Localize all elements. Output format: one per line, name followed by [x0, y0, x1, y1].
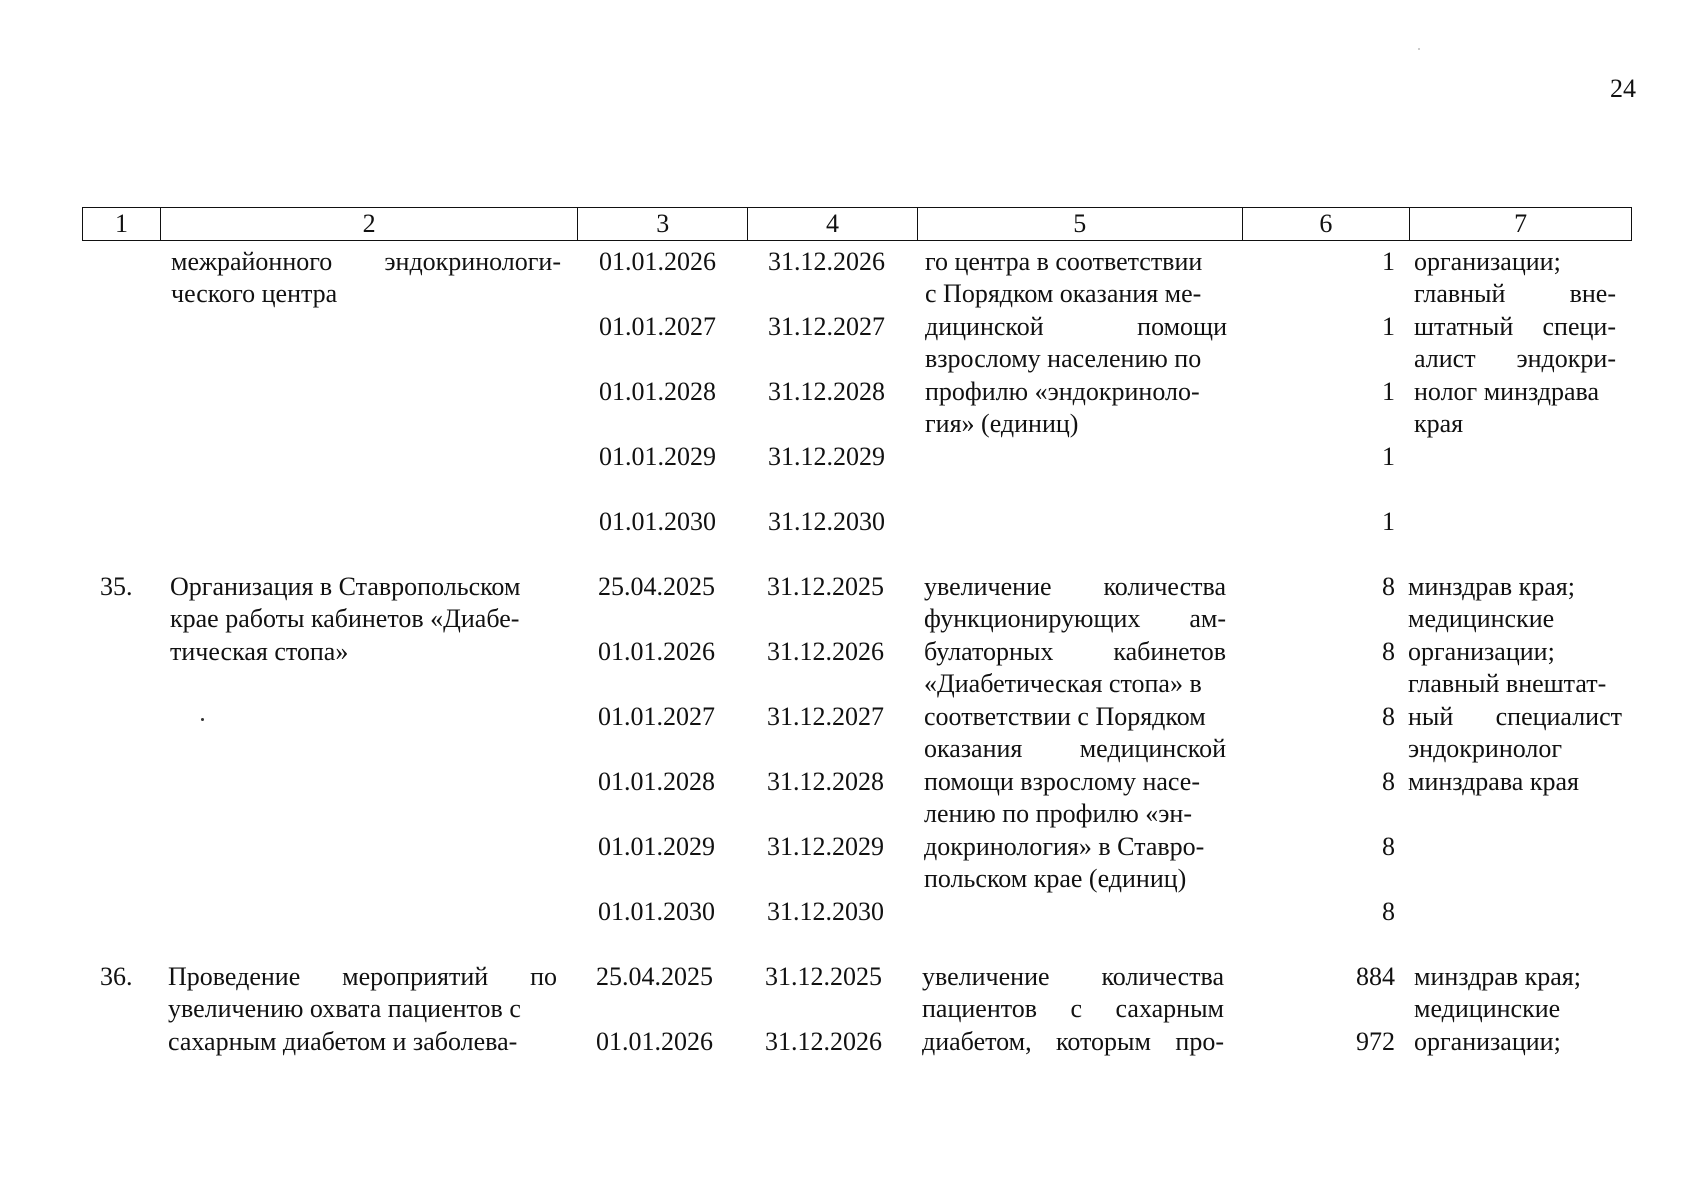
target-value: 1: [1382, 247, 1395, 276]
start-date: 01.01.2027: [598, 702, 715, 731]
activity-line: увеличению охвата пациентов с: [168, 994, 521, 1023]
start-date: 01.01.2028: [598, 767, 715, 796]
responsible-line: медицинские: [1408, 604, 1555, 633]
responsible-line: штатный специ-: [1414, 312, 1616, 341]
end-date: 31.12.2027: [768, 312, 885, 341]
end-date: 31.12.2028: [768, 377, 885, 406]
indicator-line: увеличение количества: [922, 962, 1224, 991]
header-cell-3: 3: [578, 208, 748, 240]
responsible-line: организации;: [1408, 637, 1555, 666]
indicator-line: лению по профилю «эн-: [924, 799, 1192, 828]
responsible-line: эндокринолог: [1408, 734, 1563, 763]
row-number: 36.: [100, 962, 133, 991]
target-value: 8: [1382, 897, 1395, 926]
activity-line: крае работы кабинетов «Диабе-: [170, 604, 520, 633]
scan-dot: [201, 718, 204, 721]
start-date: 01.01.2027: [599, 312, 716, 341]
target-value: 8: [1382, 767, 1395, 796]
target-value: 8: [1382, 572, 1395, 601]
end-date: 31.12.2027: [767, 702, 884, 731]
target-value: 8: [1382, 832, 1395, 861]
start-date: 01.01.2029: [598, 832, 715, 861]
start-date: 01.01.2026: [599, 247, 716, 276]
indicator-line: пациентов с сахарным: [922, 994, 1224, 1023]
header-cell-4: 4: [748, 208, 918, 240]
responsible-line: главный вне-: [1414, 279, 1616, 308]
target-value: 1: [1382, 507, 1395, 536]
end-date: 31.12.2028: [767, 767, 884, 796]
responsible-line: организации;: [1414, 1027, 1561, 1056]
activity-line: сахарным диабетом и заболева-: [168, 1027, 518, 1056]
responsible-line: ный специалист: [1408, 702, 1622, 731]
end-date: 31.12.2026: [765, 1027, 882, 1056]
activity-line: ческого центра: [171, 279, 338, 308]
indicator-line: взрослому населению по: [925, 344, 1202, 373]
indicator-line: го центра в соответствии: [925, 247, 1203, 276]
target-value: 884: [1356, 962, 1395, 991]
activity-line: тическая стопа»: [170, 637, 349, 666]
indicator-line: булаторных кабинетов: [924, 637, 1226, 666]
row-number: 35.: [100, 572, 133, 601]
indicator-line: польском крае (единиц): [924, 864, 1187, 893]
activity-line: Организация в Ставропольском: [170, 572, 521, 601]
target-value: 972: [1356, 1027, 1395, 1056]
target-value: 1: [1382, 312, 1395, 341]
indicator-line: дицинской помощи: [925, 312, 1227, 341]
indicator-line: соответствии с Порядком: [924, 702, 1206, 731]
responsible-line: главный внештат-: [1408, 669, 1607, 698]
header-cell-1: 1: [83, 208, 161, 240]
header-cell-2: 2: [161, 208, 578, 240]
responsible-line: организации;: [1414, 247, 1561, 276]
end-date: 31.12.2029: [767, 832, 884, 861]
header-cell-7: 7: [1514, 209, 1528, 238]
header-cell-5: 5: [918, 208, 1243, 240]
start-date: 01.01.2029: [599, 442, 716, 471]
indicator-line: функционирующих ам-: [924, 604, 1226, 633]
indicator-line: диабетом, которым про-: [922, 1027, 1224, 1056]
indicator-line: «Диабетическая стопа» в: [924, 669, 1202, 698]
responsible-line: минздрав края;: [1408, 572, 1575, 601]
responsible-line: нолог минздрава: [1414, 377, 1600, 406]
end-date: 31.12.2030: [767, 897, 884, 926]
indicator-line: помощи взрослому насе-: [924, 767, 1200, 796]
end-date: 31.12.2025: [767, 572, 884, 601]
activity-line: Проведение мероприятий по: [168, 962, 557, 991]
start-date: 01.01.2030: [599, 507, 716, 536]
end-date: 31.12.2030: [768, 507, 885, 536]
target-value: 8: [1382, 637, 1395, 666]
start-date: 01.01.2026: [596, 1027, 713, 1056]
table-header-row: [82, 207, 1632, 241]
target-value: 1: [1382, 377, 1395, 406]
end-date: 31.12.2026: [767, 637, 884, 666]
end-date: 31.12.2026: [768, 247, 885, 276]
indicator-line: профилю «эндокриноло-: [925, 377, 1200, 406]
responsible-line: медицинские: [1414, 994, 1561, 1023]
start-date: 25.04.2025: [596, 962, 713, 991]
indicator-line: с Порядком оказания ме-: [925, 279, 1202, 308]
indicator-line: оказания медицинской: [924, 734, 1226, 763]
scan-speck: [1418, 48, 1420, 50]
responsible-line: края: [1414, 409, 1464, 438]
indicator-line: гия» (единиц): [925, 409, 1079, 438]
start-date: 01.01.2028: [599, 377, 716, 406]
target-value: 1: [1382, 442, 1395, 471]
indicator-line: докринология» в Ставро-: [924, 832, 1205, 861]
end-date: 31.12.2025: [765, 962, 882, 991]
activity-line: межрайонного эндокринологи-: [171, 247, 561, 276]
start-date: 01.01.2030: [598, 897, 715, 926]
responsible-line: минздрав края;: [1414, 962, 1581, 991]
responsible-line: алист эндокри-: [1414, 344, 1616, 373]
end-date: 31.12.2029: [768, 442, 885, 471]
header-cell-6: 6: [1243, 208, 1411, 240]
target-value: 8: [1382, 702, 1395, 731]
page-number: 24: [1610, 74, 1636, 103]
start-date: 25.04.2025: [598, 572, 715, 601]
start-date: 01.01.2026: [598, 637, 715, 666]
responsible-line: минздрава края: [1408, 767, 1579, 796]
indicator-line: увеличение количества: [924, 572, 1226, 601]
